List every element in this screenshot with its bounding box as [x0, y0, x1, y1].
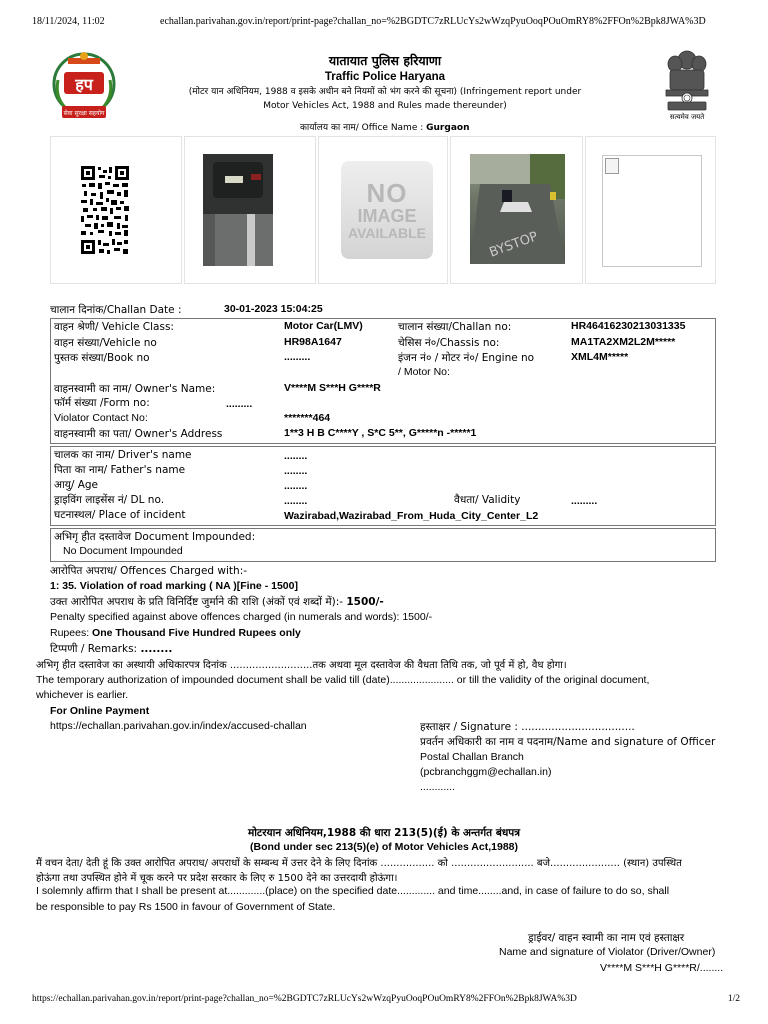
owner-address-value: 1**3 H B C****Y , S*C 5**, G*****n -*****1 [284, 427, 477, 439]
page-number: 1/2 [727, 994, 740, 1004]
qr-code-card [50, 136, 182, 284]
subtitle-line-1: (मोटर यान अधिनियम, 1988 व इसके अधीन बने नियमों को भंग करने की सूचना) (Infringement report under [188, 87, 582, 97]
driver-name-label: चालक का नाम/ Driver's name [54, 449, 192, 461]
contact-value: *******464 [284, 412, 331, 424]
online-payment-heading: For Online Payment [50, 705, 150, 717]
place-label: घटनास्थल/ Place of incident [54, 509, 186, 521]
road-marking-text: BYSTOP [487, 229, 540, 261]
dl-no-label: ड्राइविंग लाइसेंस नं/ DL no. [54, 494, 165, 506]
vehicle-class-label: वाहन श्रेणी/ Vehicle Class: [54, 321, 174, 333]
bond-hindi-1: मैं वचन देता/ देती हूं कि उक्त आरोपित अपराध/ अपराधों के सम्बन्ध में उत्तर देने के लिए दिनांक ................. को .......................... बजे...................... (स्थान) उपस्थित [36, 858, 682, 869]
no-image-text-3: AVAILABLE [347, 224, 427, 241]
chassis-label: चेसिस नं०/Chassis no: [398, 337, 500, 349]
logo-text: हप [75, 75, 93, 94]
book-no-value: ......... [284, 351, 311, 363]
violator-sign-hindi: ड्राईवर/ वाहन स्वामी का नाम एवं हस्ताक्षर [528, 932, 685, 944]
form-no-value: ......... [226, 398, 253, 410]
validity-value: ......... [571, 495, 598, 507]
temp-auth-english-2: whichever is earlier. [36, 689, 129, 701]
rupees-value: One Thousand Five Hundred Rupees only [92, 627, 301, 639]
place-value: Wazirabad,Wazirabad_From_Huda_City_Center_L2 [284, 510, 539, 522]
vehicle-no-value: HR98A1647 [284, 336, 342, 348]
broken-image-card [585, 136, 716, 284]
engine-no-label: इंजन नं० / मोटर नं०/ Engine no [398, 352, 535, 364]
driver-name-value: ........ [284, 450, 308, 462]
branch-email: (pcbranchggm@echallan.in) [420, 766, 552, 778]
penalty-hindi-value: 1500/- [346, 596, 384, 608]
challan-date-row [50, 303, 182, 317]
bond-title-hindi: मोटरयान अधिनियम,1988 की धारा 213(5)(ई) के अन्तर्गत बंधपत्र [247, 827, 521, 839]
no-image-text-2: IMAGE [357, 205, 417, 226]
offence-item: 1: 35. Violation of road marking ( NA )[Fine - 1500] [50, 580, 298, 592]
rupees-line [50, 627, 301, 639]
emblem-caption: सत्यमेव जयते [669, 113, 705, 121]
signature-line: हस्ताक्षर / Signature : .................................. [420, 721, 635, 733]
no-image-placeholder [341, 161, 433, 259]
motor-no-label: / Motor No: [398, 366, 450, 378]
branch-name: Postal Challan Branch [420, 751, 524, 763]
rupees-label: Rupees: [50, 627, 90, 639]
officer-name-line: प्रवर्तन अधिकारी का नाम व पदनाम/Name and signature of Officer [420, 736, 716, 748]
age-value: ........ [284, 480, 308, 492]
challan-date-value: 30-01-2023 15:04:25 [224, 303, 323, 315]
broken-image-frame [602, 155, 702, 267]
challan-no-value: HR46416230213031335 [571, 320, 686, 332]
remarks-line [50, 642, 172, 656]
dl-no-value: ........ [284, 495, 308, 507]
title-hindi: यातायात पुलिस हरियाणा [328, 53, 442, 68]
penalty-hindi [50, 595, 384, 609]
owner-name-value: V****M S***H G****R [284, 382, 381, 394]
owner-name-label: वाहनस्वामी का नाम/ Owner's Name: [54, 383, 216, 395]
vehicle-photo-1-card[interactable] [184, 136, 316, 284]
qr-code-icon [81, 166, 129, 254]
contact-label: Violator Contact No: [54, 412, 148, 424]
impound-value: No Document Impounded [63, 545, 183, 557]
vehicle-photo-2-card[interactable] [450, 136, 583, 284]
vehicle-no-label: वाहन संख्या/Vehicle no [54, 337, 157, 349]
challan-date-label: चालान दिनांक/Challan Date : [50, 304, 182, 316]
temp-auth-english-1: The temporary authorization of impounded document shall be valid till (date)...................... or till the validity of the original document, [36, 674, 650, 686]
print-timestamp: 18/11/2024, 11:02 [32, 16, 105, 27]
offence-heading: आरोपित अपराध/ Offences Charged with:- [50, 565, 248, 577]
owner-address-label: वाहनस्वामी का पता/ Owner's Address [54, 428, 223, 440]
title-block [160, 52, 610, 113]
engine-no-value: XML4M***** [571, 351, 629, 363]
father-name-value: ........ [284, 465, 308, 477]
remarks-value: ........ [140, 643, 173, 655]
office-value: Gurgaon [426, 123, 470, 133]
bond-title-english: (Bond under sec 213(5)(e) of Motor Vehicles Act,1988) [249, 841, 518, 853]
national-emblem [658, 46, 716, 124]
print-footer-url: https://echallan.parivahan.gov.in/report/print-page?challan_no=%2BGDTC7zRLUcYs2wWzqPyuOoqPOuOmRY8%2FFOn%2Bpk8JWA%3D [32, 994, 577, 1004]
chassis-value: MA1TA2XM2L2M***** [571, 336, 676, 348]
impound-label: अभिगृ हीत दस्तावेज Document Impounded: [54, 531, 256, 543]
online-payment-link[interactable]: https://echallan.parivahan.gov.in/index/accused-challan [50, 720, 307, 732]
vehicle-photo-2 [470, 154, 565, 264]
no-image-text-1: NO [366, 177, 408, 208]
print-url: echallan.parivahan.gov.in/report/print-page?challan_no=%2BGDTC7zRLUcYs2wWzqPyuOoqPOuOmRY8%2FFOn%2Bpk8JWA%3D [160, 16, 706, 27]
vehicle-class-value: Motor Car(LMV) [284, 320, 363, 332]
office-name [300, 120, 469, 133]
bond-hindi-2: होऊंगा तथा उपस्थित होने में चूक करने पर प्रदेश सरकार के लिए रु 1500 देने का उत्तरदायी होऊंगा। [36, 873, 398, 884]
challan-no-label: चालान संख्या/Challan no: [398, 321, 512, 333]
vehicle-photo-1 [203, 154, 273, 266]
broken-image-icon [605, 158, 619, 174]
form-no-label: फॉर्म संख्या /Form no: [54, 397, 150, 409]
age-label: आयु/ Age [54, 479, 99, 491]
bond-english-1: I solemnly affirm that I shall be present at.............(place) on the specified date............. and time........and, in case of failure to do so, shall [36, 885, 670, 897]
validity-label: वैधता/ Validity [454, 494, 521, 506]
haryana-police-logo [50, 50, 118, 122]
office-label: कार्यालय का नाम/ Office Name : [300, 123, 424, 133]
penalty-english: Penalty specified against above offences charged (in numerals and words): 1500/- [50, 611, 433, 623]
no-image-card [318, 136, 448, 284]
bond-english-2: be responsible to pay Rs 1500 in favour of Government of State. [36, 901, 336, 913]
branch-dots: ............ [420, 781, 456, 793]
violator-sign-value: V****M S***H G****R/........ [600, 962, 724, 974]
father-name-label: पिता का नाम/ Father's name [54, 464, 186, 476]
violator-sign-english: Name and signature of Violator (Driver/Owner) [499, 946, 716, 958]
temp-auth-hindi: अभिगृ हीत दस्तावेज का अस्थायी अधिकारपत्र दिनांक ..........................तक अथवा मूल दस्तावेज की वैधता तिथि तक, जो पूर्व में हो, वैध होगा। [36, 660, 567, 671]
title-english: Traffic Police Haryana [324, 71, 446, 83]
penalty-hindi-label: उक्त आरोपित अपराध के प्रति विनिर्दिष्ट जुर्माने की राशि (अंकों एवं शब्दों में):- [50, 596, 344, 608]
book-no-label: पुस्तक संख्या/Book no [54, 352, 150, 364]
remarks-label: टिप्पणी / Remarks: [50, 643, 138, 655]
logo-motto: सेवा सुरक्षा सहयोग [63, 110, 105, 117]
subtitle-line-2: Motor Vehicles Act, 1988 and Rules made thereunder) [263, 101, 507, 111]
